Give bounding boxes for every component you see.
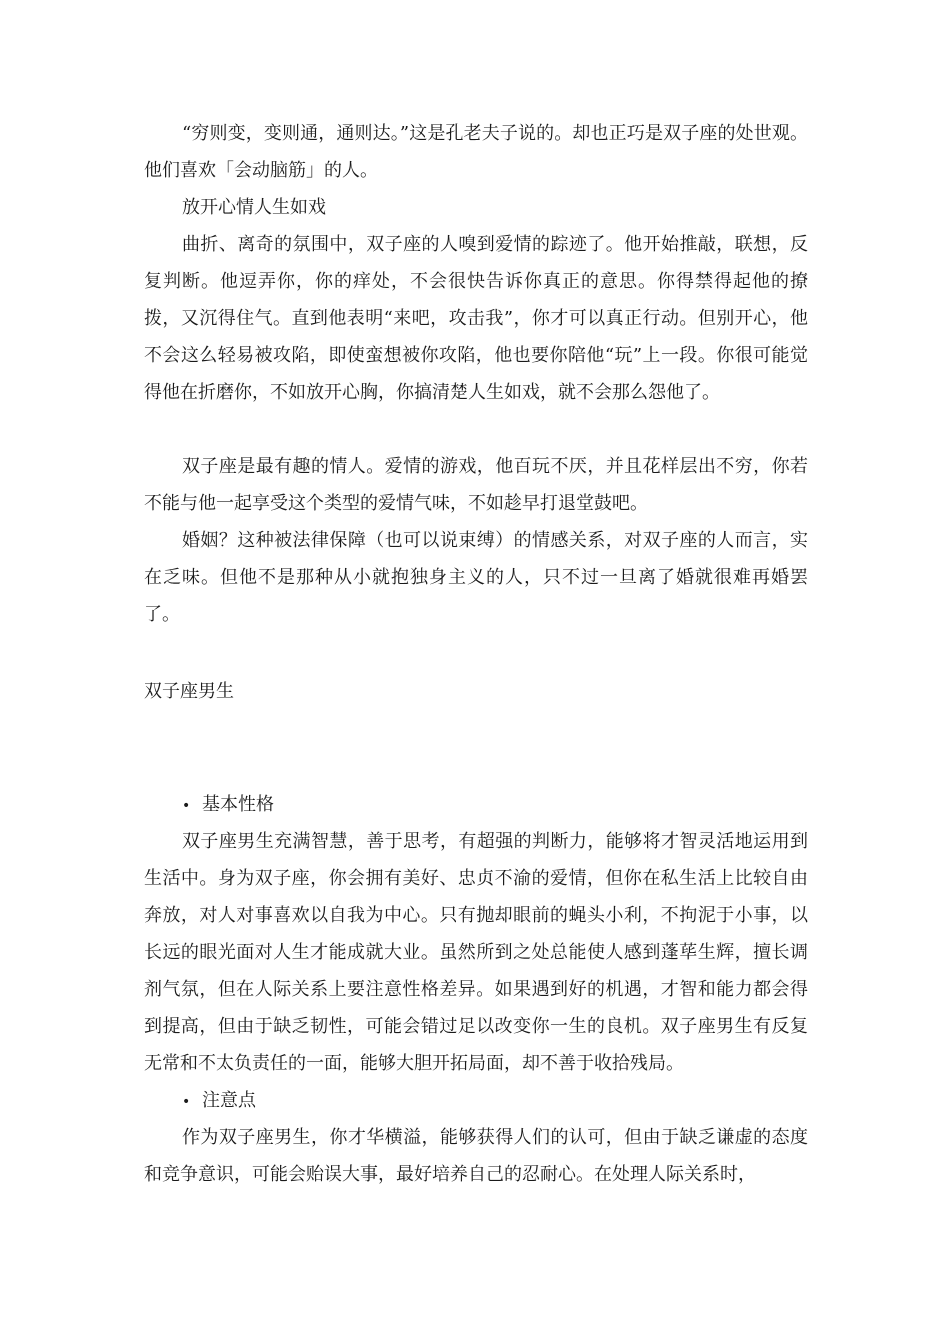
bullet-dot-icon: • [182, 1094, 191, 1110]
paragraph-interesting-lover: 双子座是最有趣的情人。爱情的游戏，他百玩不厌，并且花样层出不穷，你若不能与他一起享受这个类型的爱情气味，不如趁早打退堂鼓吧。 [144, 456, 808, 514]
paragraph-marriage: 婚姻？这种被法律保障（也可以说束缚）的情感关系，对双子座的人而言，实在乏味。但他不是那种从小就抱独身主义的人，只不过一旦离了婚就很难再婚罢了。 [144, 530, 808, 625]
bullet-label: 注意点 [202, 1090, 256, 1111]
paragraph-romance: 曲折、离奇的氛围中，双子座的人嗅到爱情的踪迹了。他开始推敲，联想，反复判断。他逗弄你，你的痒处，不会很快告诉你真正的意思。你得禁得起他的撩拨，又沉得住气。直到他表明“来吧，攻击我”，你才可以真正行动。但别开心，他不会这么轻易被攻陷，即使蛮想被你攻陷，他也要你陪他“玩”上一段。你很可能觉得他在折磨你，不如放开心胸，你搞清楚人生如戏，就不会那么怨他了。 [144, 234, 808, 403]
paragraph-notes: 作为双子座男生，你才华横溢，能够获得人们的认可，但由于缺乏谦虚的态度和竞争意识，可能会贻误大事，最好培养自己的忍耐心。在处理人际关系时， [144, 1127, 808, 1185]
bullet-dot-icon: • [182, 798, 191, 814]
bullet-notes [182, 1082, 256, 1121]
subheading-drama: 放开心情人生如戏 [182, 197, 326, 218]
bullet-label: 基本性格 [202, 794, 274, 815]
paragraph-personality: 双子座男生充满智慧，善于思考，有超强的判断力，能够将才智灵活地运用到生活中。身为双子座，你会拥有美好、忠贞不渝的爱情，但你在私生活上比较自由奔放，对人对事喜欢以自我为中心。只有抛却眼前的蝇头小利，不拘泥于小事，以长远的眼光面对人生才能成就大业。虽然所到之处总能使人感到蓬荜生辉，擅长调剂气氛，但在人际关系上要注意性格差异。如果遇到好的机遇，才智和能力都会得到提高，但由于缺乏韧性，可能会错过足以改变你一生的良机。双子座男生有反复无常和不太负责任的一面，能够大胆开拓局面，却不善于收拾残局。 [144, 831, 808, 1074]
paragraph-intro: “穷则变，变则通，通则达。”这是孔老夫子说的。却也正巧是双子座的处世观。他们喜欢「会动脑筋」的人。 [144, 123, 808, 181]
bullet-basic-personality [182, 786, 274, 825]
section-title: 双子座男生 [144, 681, 234, 702]
